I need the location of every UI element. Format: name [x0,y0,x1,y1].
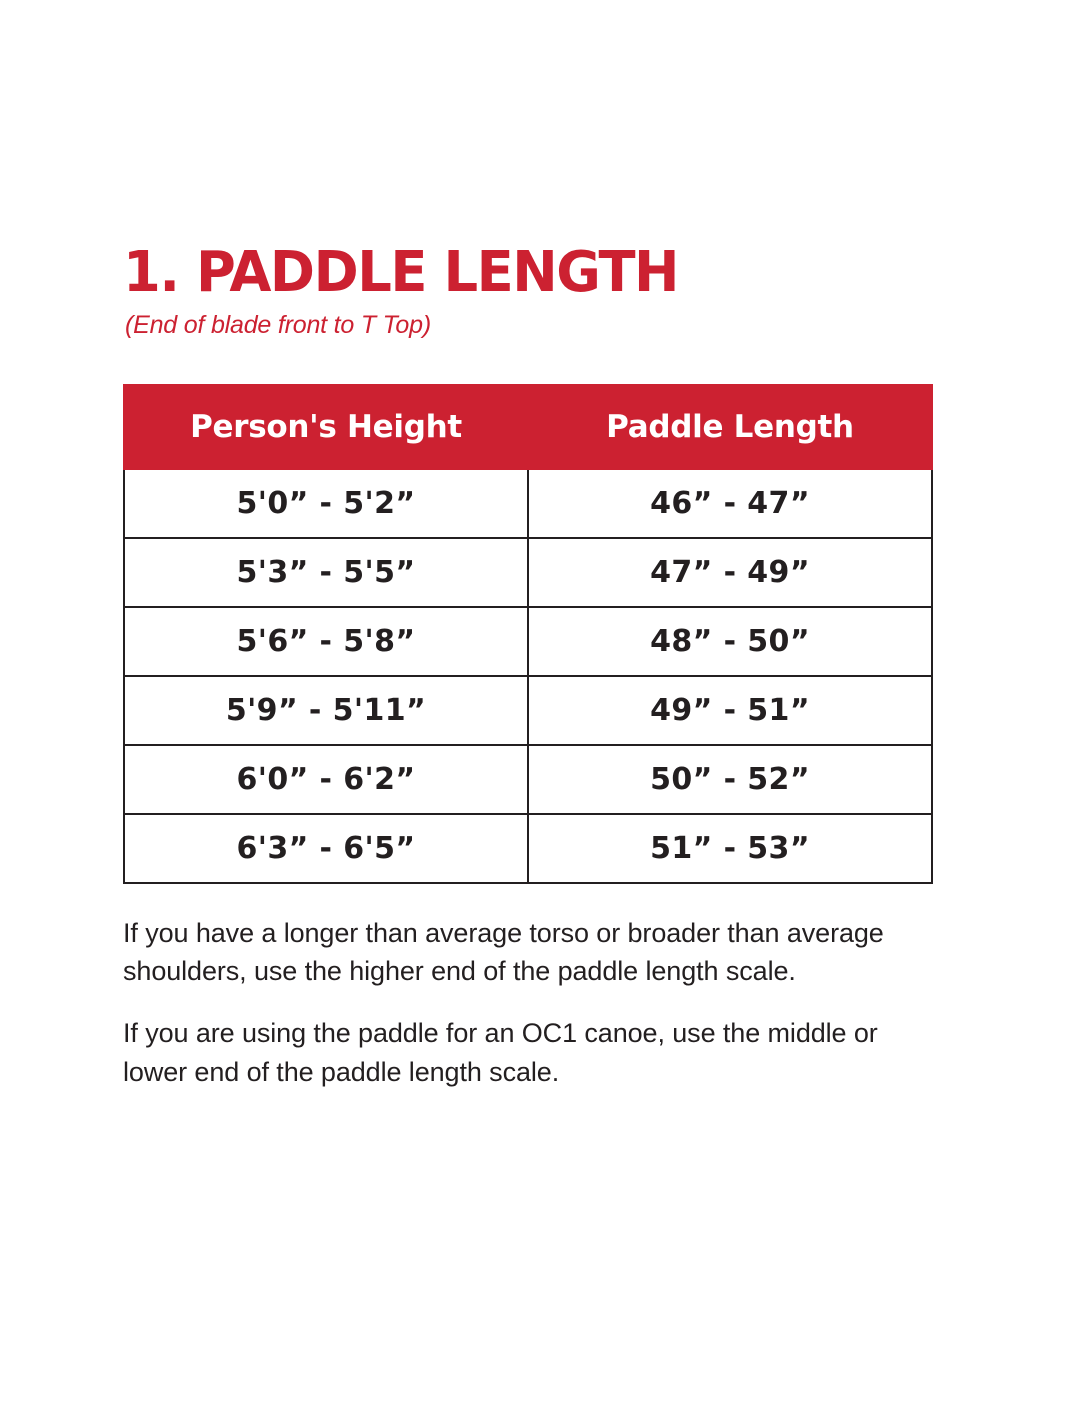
cell-person-height: 5'0” - 5'2” [124,469,528,538]
table-row [124,745,932,814]
paddle-length-table [123,384,933,884]
table-body [124,469,932,883]
cell-paddle-length: 51” - 53” [528,814,932,883]
cell-person-height: 5'9” - 5'11” [124,676,528,745]
cell-paddle-length: 50” - 52” [528,745,932,814]
cell-person-height: 6'3” - 6'5” [124,814,528,883]
table-row [124,607,932,676]
cell-person-height: 5'6” - 5'8” [124,607,528,676]
column-header-person-height: Person's Height [124,385,528,469]
note-paragraph-2: If you are using the paddle for an OC1 canoe, use the middle or lower end of the paddle length scale. [123,1018,878,1087]
column-header-paddle-length: Paddle Length [528,385,932,469]
page-subtitle: (End of blade front to T Top) [125,310,431,339]
cell-paddle-length: 46” - 47” [528,469,932,538]
page-title: 1. PADDLE LENGTH [123,240,679,305]
table-row [124,814,932,883]
table-header-row [124,385,932,469]
table-row [124,676,932,745]
note-paragraph-1: If you have a longer than average torso or broader than average shoulders, use the higher end of the paddle length scale. [123,917,884,987]
cell-person-height: 5'3” - 5'5” [124,538,528,607]
table-header [124,385,932,469]
cell-person-height: 6'0” - 6'2” [124,745,528,814]
cell-paddle-length: 49” - 51” [528,676,932,745]
cell-paddle-length: 47” - 49” [528,538,932,607]
cell-paddle-length: 48” - 50” [528,607,932,676]
notes-section [123,914,923,1091]
table-row [124,538,932,607]
table-row [124,469,932,538]
content-block [123,240,933,1091]
